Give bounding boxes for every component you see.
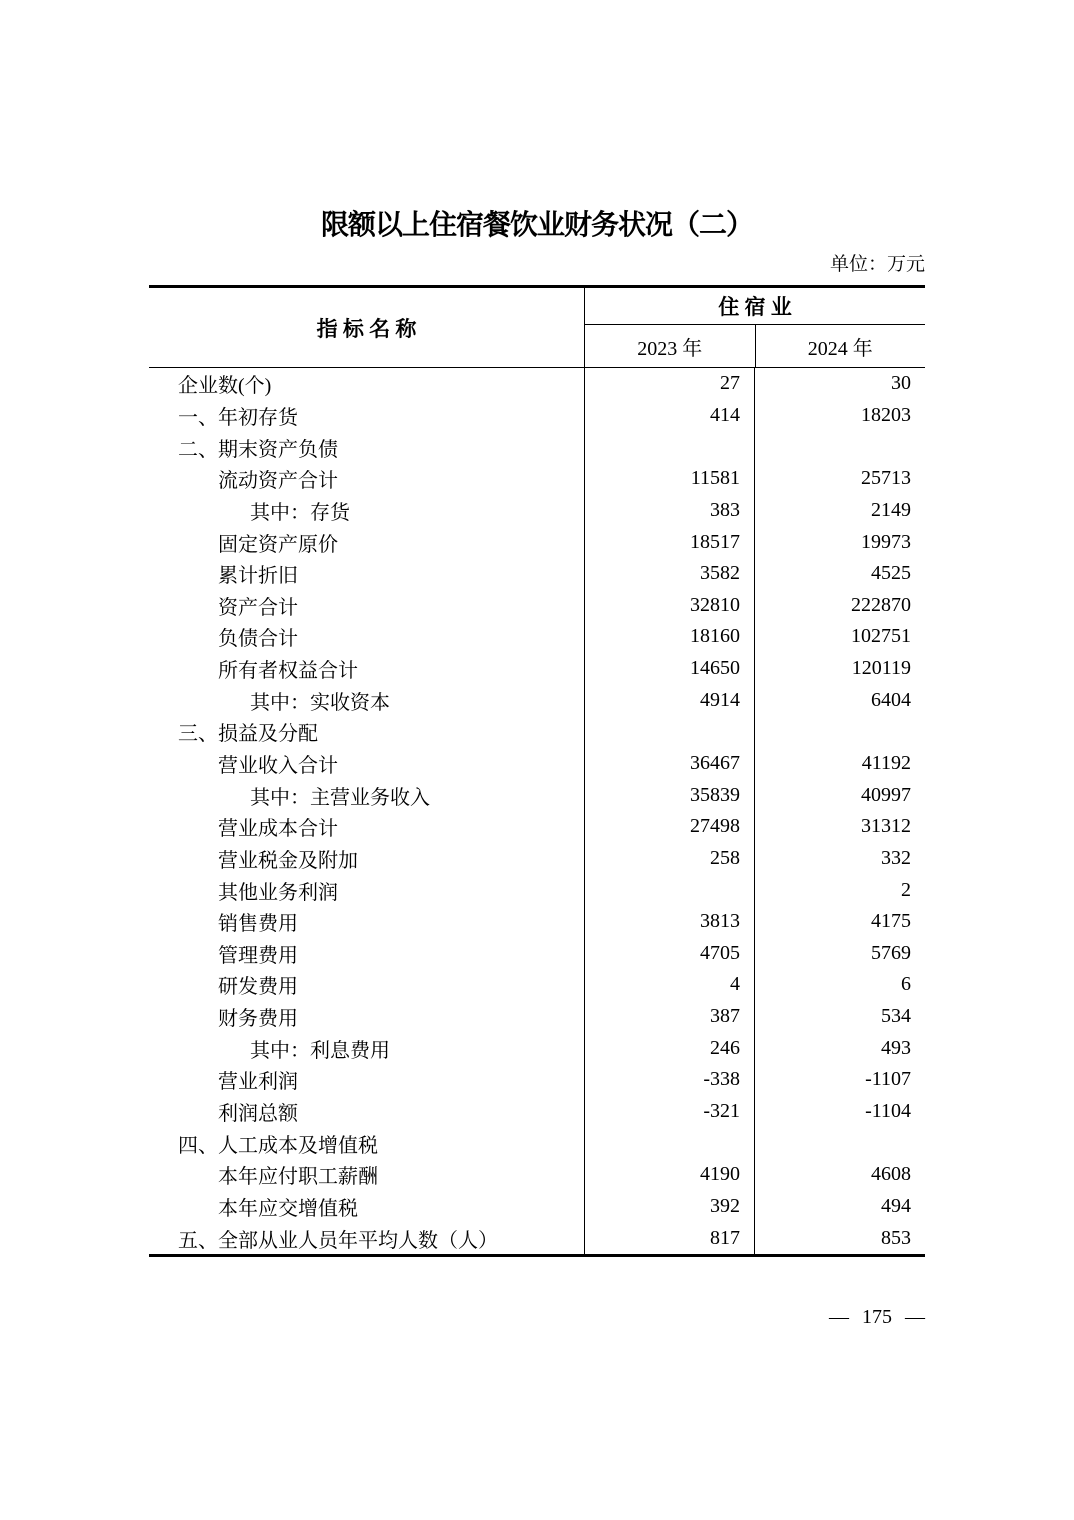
table-row (149, 938, 925, 970)
table-row (149, 843, 925, 875)
table-row (149, 1064, 925, 1096)
row-value-2023: 4 (585, 969, 755, 1001)
row-value-2024 (755, 716, 925, 748)
row-value-2023: 35839 (585, 779, 755, 811)
row-value-2024: 222870 (851, 593, 911, 616)
row-value-2024: 19973 (861, 530, 911, 553)
row-value-2023: 27 (585, 368, 755, 400)
table-row (149, 906, 925, 938)
unit-label: 单位：万元 (829, 254, 925, 275)
row-value-2024: 5769 (871, 941, 911, 964)
table-row (149, 526, 925, 558)
row-value-2024: 2 (901, 878, 911, 901)
page-number: — 175 — (829, 1306, 925, 1328)
row-value-2023: 392 (585, 1191, 755, 1223)
row-label: 本年应交增值税 (149, 1191, 585, 1223)
row-value-2023 (585, 1127, 755, 1159)
row-value-2023: 3582 (585, 558, 755, 590)
row-value-2024: 493 (881, 1036, 911, 1059)
row-label: 二、期末资产负债 (149, 431, 585, 463)
table-row (149, 621, 925, 653)
table-row (149, 589, 925, 621)
row-value-2023: 258 (585, 843, 755, 875)
row-value-2023: 817 (585, 1222, 755, 1254)
row-label: 管理费用 (149, 938, 585, 970)
row-value-2023: -321 (585, 1096, 755, 1128)
row-value-2024: 25713 (861, 467, 911, 490)
row-value-2024: 40997 (861, 783, 911, 806)
table-row (149, 558, 925, 590)
row-value-2023: 11581 (585, 463, 755, 495)
row-value-2023: 3813 (585, 906, 755, 938)
table-row (149, 1096, 925, 1128)
row-label: 企业数(个) (149, 368, 585, 400)
row-value-2024: -1104 (865, 1100, 911, 1123)
row-value-2024: 31312 (861, 815, 911, 838)
table-row (149, 431, 925, 463)
row-value-2024: 6 (901, 973, 911, 996)
page-title: 限额以上住宿餐饮业财务状况（二） (320, 210, 753, 241)
row-value-2023: 383 (585, 495, 755, 527)
row-value-2024: 120119 (851, 657, 911, 680)
row-label: 销售费用 (149, 906, 585, 938)
header-year-2023: 2023 年 (585, 325, 756, 367)
row-value-2023: 4705 (585, 938, 755, 970)
table-row (149, 1222, 925, 1254)
table-body (149, 368, 925, 1254)
table-row (149, 1127, 925, 1159)
header-right-group (585, 288, 925, 367)
row-label: 本年应付职工薪酬 (149, 1159, 585, 1191)
table-row (149, 653, 925, 685)
row-value-2023 (585, 874, 755, 906)
row-value-2023: 387 (585, 1001, 755, 1033)
table-row (149, 1159, 925, 1191)
row-label: 利润总额 (149, 1096, 585, 1128)
row-label: 流动资产合计 (149, 463, 585, 495)
row-label: 其中：利息费用 (149, 1032, 585, 1064)
table-row (149, 1191, 925, 1223)
row-value-2023: 32810 (585, 589, 755, 621)
header-year-2024: 2024 年 (807, 337, 873, 360)
row-value-2023: 36467 (585, 748, 755, 780)
table-row (149, 400, 925, 432)
row-label: 一、年初存货 (149, 400, 585, 432)
table-row (149, 748, 925, 780)
row-value-2023: 14650 (585, 653, 755, 685)
table-row (149, 779, 925, 811)
table-row (149, 874, 925, 906)
row-label: 固定资产原价 (149, 526, 585, 558)
table-row (149, 495, 925, 527)
row-value-2023: 27498 (585, 811, 755, 843)
table-row (149, 1032, 925, 1064)
row-label: 营业利润 (149, 1064, 585, 1096)
row-label: 所有者权益合计 (149, 653, 585, 685)
row-label: 研发费用 (149, 969, 585, 1001)
row-value-2024: 6404 (871, 688, 911, 711)
row-label: 其中：主营业务收入 (149, 779, 585, 811)
table-row (149, 463, 925, 495)
row-value-2024 (755, 1127, 925, 1159)
row-value-2023: 4190 (585, 1159, 755, 1191)
row-label: 五、全部从业人员年平均人数（人） (149, 1222, 585, 1254)
row-value-2024: -1107 (865, 1068, 911, 1091)
row-value-2024: 332 (881, 846, 911, 869)
row-label: 四、人工成本及增值税 (149, 1127, 585, 1159)
row-label: 营业税金及附加 (149, 843, 585, 875)
header-year-row (585, 325, 925, 367)
row-value-2024: 494 (881, 1194, 911, 1217)
row-value-2024: 853 (881, 1226, 911, 1249)
table-row (149, 1001, 925, 1033)
row-label: 营业成本合计 (149, 811, 585, 843)
row-value-2024: 4525 (871, 562, 911, 585)
row-value-2023: 414 (585, 400, 755, 432)
table-row (149, 811, 925, 843)
row-label: 三、损益及分配 (149, 716, 585, 748)
row-value-2023: 18517 (585, 526, 755, 558)
row-value-2024: 4175 (871, 910, 911, 933)
row-value-2023 (585, 431, 755, 463)
header-accommodation-industry: 住 宿 业 (585, 288, 925, 325)
row-label: 财务费用 (149, 1001, 585, 1033)
row-label: 营业收入合计 (149, 748, 585, 780)
row-value-2023: 246 (585, 1032, 755, 1064)
row-value-2023: 18160 (585, 621, 755, 653)
row-value-2024: 2149 (871, 498, 911, 521)
row-value-2024: 41192 (861, 752, 911, 774)
table-header (149, 288, 925, 368)
row-label: 其他业务利润 (149, 874, 585, 906)
financial-table (149, 285, 925, 1257)
row-label: 累计折旧 (149, 558, 585, 590)
row-value-2024: 4608 (871, 1163, 911, 1186)
row-value-2023 (585, 716, 755, 748)
table-row (149, 368, 925, 400)
row-label: 负债合计 (149, 621, 585, 653)
row-value-2023: -338 (585, 1064, 755, 1096)
row-value-2024: 534 (881, 1005, 911, 1028)
row-value-2024: 102751 (851, 625, 911, 648)
row-value-2024: 30 (891, 372, 911, 395)
row-label: 其中：实收资本 (149, 684, 585, 716)
row-label: 资产合计 (149, 589, 585, 621)
row-value-2023: 4914 (585, 684, 755, 716)
row-label: 其中：存货 (149, 495, 585, 527)
table-row (149, 684, 925, 716)
row-value-2024 (755, 431, 925, 463)
table-row (149, 716, 925, 748)
row-value-2024: 18203 (861, 403, 911, 426)
table-row (149, 969, 925, 1001)
header-indicator-name: 指 标 名 称 (149, 288, 585, 367)
